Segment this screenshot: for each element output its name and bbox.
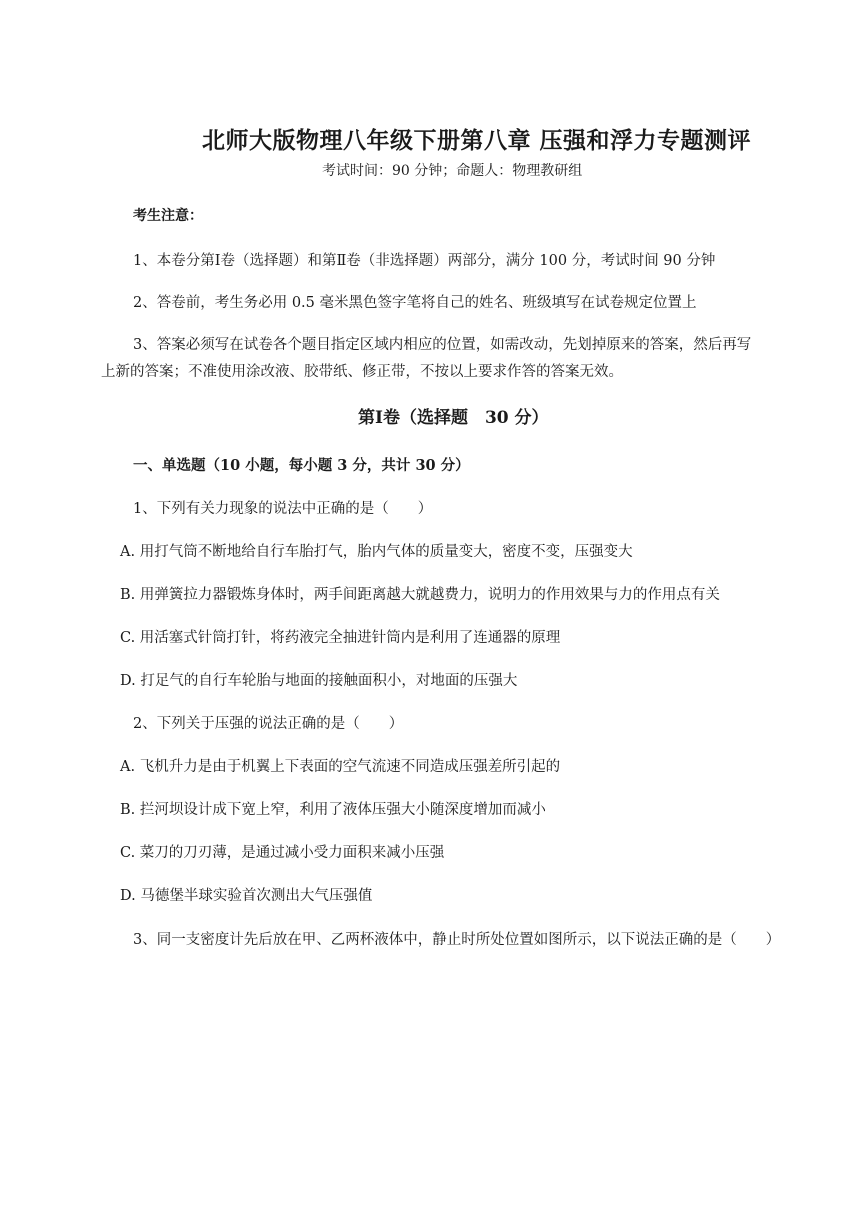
notice-item-2: 2、答卷前，考生务必用 0.5 毫米黑色签字笔将自己的姓名、班级填写在试卷规定位置上 [133, 295, 697, 311]
notice-item-1: 1、本卷分第Ⅰ卷（选择题）和第Ⅱ卷（非选择题）两部分，满分 100 分，考试时间 90 分钟 [133, 253, 716, 269]
notice-item-3-continued: 上新的答案；不准使用涂改液、胶带纸、修正带，不按以上要求作答的答案无效。 [101, 364, 623, 380]
question-1-stem: 1、下列有关力现象的说法中正确的是（ ） [133, 501, 433, 517]
question-1-option-b: B. 用弹簧拉力器锻炼身体时，两手间距离越大就越费力，说明力的作用效果与力的作用点有关 [120, 587, 720, 603]
notice-item-3: 3、答案必须写在试卷各个题目指定区域内相应的位置，如需改动，先划掉原来的答案，然后再写 [133, 337, 752, 353]
exam-subtitle: 考试时间：90 分钟；命题人：物理教研组 [322, 163, 583, 179]
question-2-option-a: A. 飞机升力是由于机翼上下表面的空气流速不同造成压强差所引起的 [120, 759, 561, 775]
question-2-option-d: D. 马德堡半球实验首次测出大气压强值 [120, 888, 373, 904]
question-2-option-b: B. 拦河坝设计成下宽上窄，利用了液体压强大小随深度增加而减小 [120, 802, 546, 818]
question-1-option-d: D. 打足气的自行车轮胎与地面的接触面积小，对地面的压强大 [120, 673, 518, 689]
question-2-option-c: C. 菜刀的刀刃薄，是通过减小受力面积来减小压强 [120, 845, 445, 861]
section-title: 第Ⅰ卷（选择题 30 分） [358, 408, 549, 428]
question-3-stem: 3、同一支密度计先后放在甲、乙两杯液体中，静止时所处位置如图所示，以下说法正确的是（ ） [133, 932, 781, 948]
question-1-option-c: C. 用活塞式针筒打针，将药液完全抽进针筒内是利用了连通器的原理 [120, 630, 561, 646]
question-2-stem: 2、下列关于压强的说法正确的是（ ） [133, 716, 404, 732]
question-1-option-a: A. 用打气筒不断地给自行车胎打气，胎内气体的质量变大，密度不变，压强变大 [120, 544, 633, 560]
exam-title: 北师大版物理八年级下册第八章 压强和浮力专题测评 [202, 127, 752, 154]
notice-heading: 考生注意： [133, 208, 203, 224]
part-title: 一、单选题（10 小题，每小题 3 分，共计 30 分） [133, 457, 470, 474]
